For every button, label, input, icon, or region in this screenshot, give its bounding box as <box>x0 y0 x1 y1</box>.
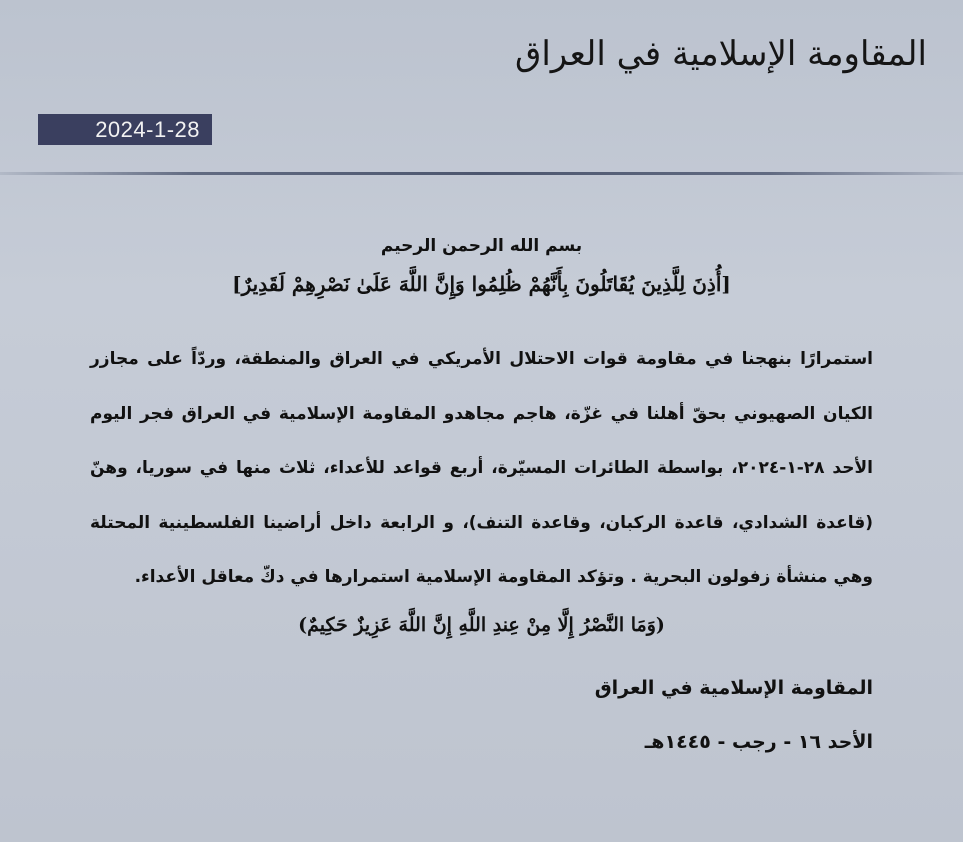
organization-logo: المقاومة الإسلامية في العراق <box>514 34 927 74</box>
hijri-date: الأحد ١٦ - رجب - ١٤٤٥هـ <box>644 730 873 753</box>
basmala: بسم الله الرحمن الرحيم <box>380 236 583 256</box>
opening-verse: [أُذِنَ لِلَّذِينَ يُقَاتَلُونَ بِأَنَّهُمْ ظُلِمُوا وَإِنَّ اللَّهَ عَلَىٰ نَصْرِهِمْ لَقَدِيرٌ] <box>232 272 731 296</box>
signature: المقاومة الإسلامية في العراق <box>594 676 873 699</box>
header-divider <box>0 172 963 175</box>
date-badge: 2024-1-28 <box>38 114 212 145</box>
statement-body <box>90 230 873 757</box>
closing-verse: (وَمَا النَّصْرُ إِلَّا مِنْ عِندِ اللَّهِ إِنَّ اللَّهَ عَزِيزٌ حَكِيمٌ) <box>298 613 665 636</box>
statement-paragraph: استمرارًا بنهجنا في مقاومة قوات الاحتلال الأمريكي في العراق والمنطقة، وردّاً على مجازر الكيان الصهيوني بحقّ أهلنا في غزّة، هاجم مجاهدو المقاومة الإسلامية في العراق فجر اليوم الأحد ٢٨-١-٢٠٢٤، بواسطة الطائرات المسيّرة، أربع قواعد للأعداء، ثلاث منها في سوريا، وهنّ (قاعدة الشدادي، قاعدة الركبان، وقاعدة التنف)، و الرابعة داخل أراضينا الفلسطينية المحتلة وهي منشأة زفولون البحرية . وتؤكد المقاومة الإسلامية استمرارها في دكّ معاقل الأعداء. <box>90 349 873 587</box>
